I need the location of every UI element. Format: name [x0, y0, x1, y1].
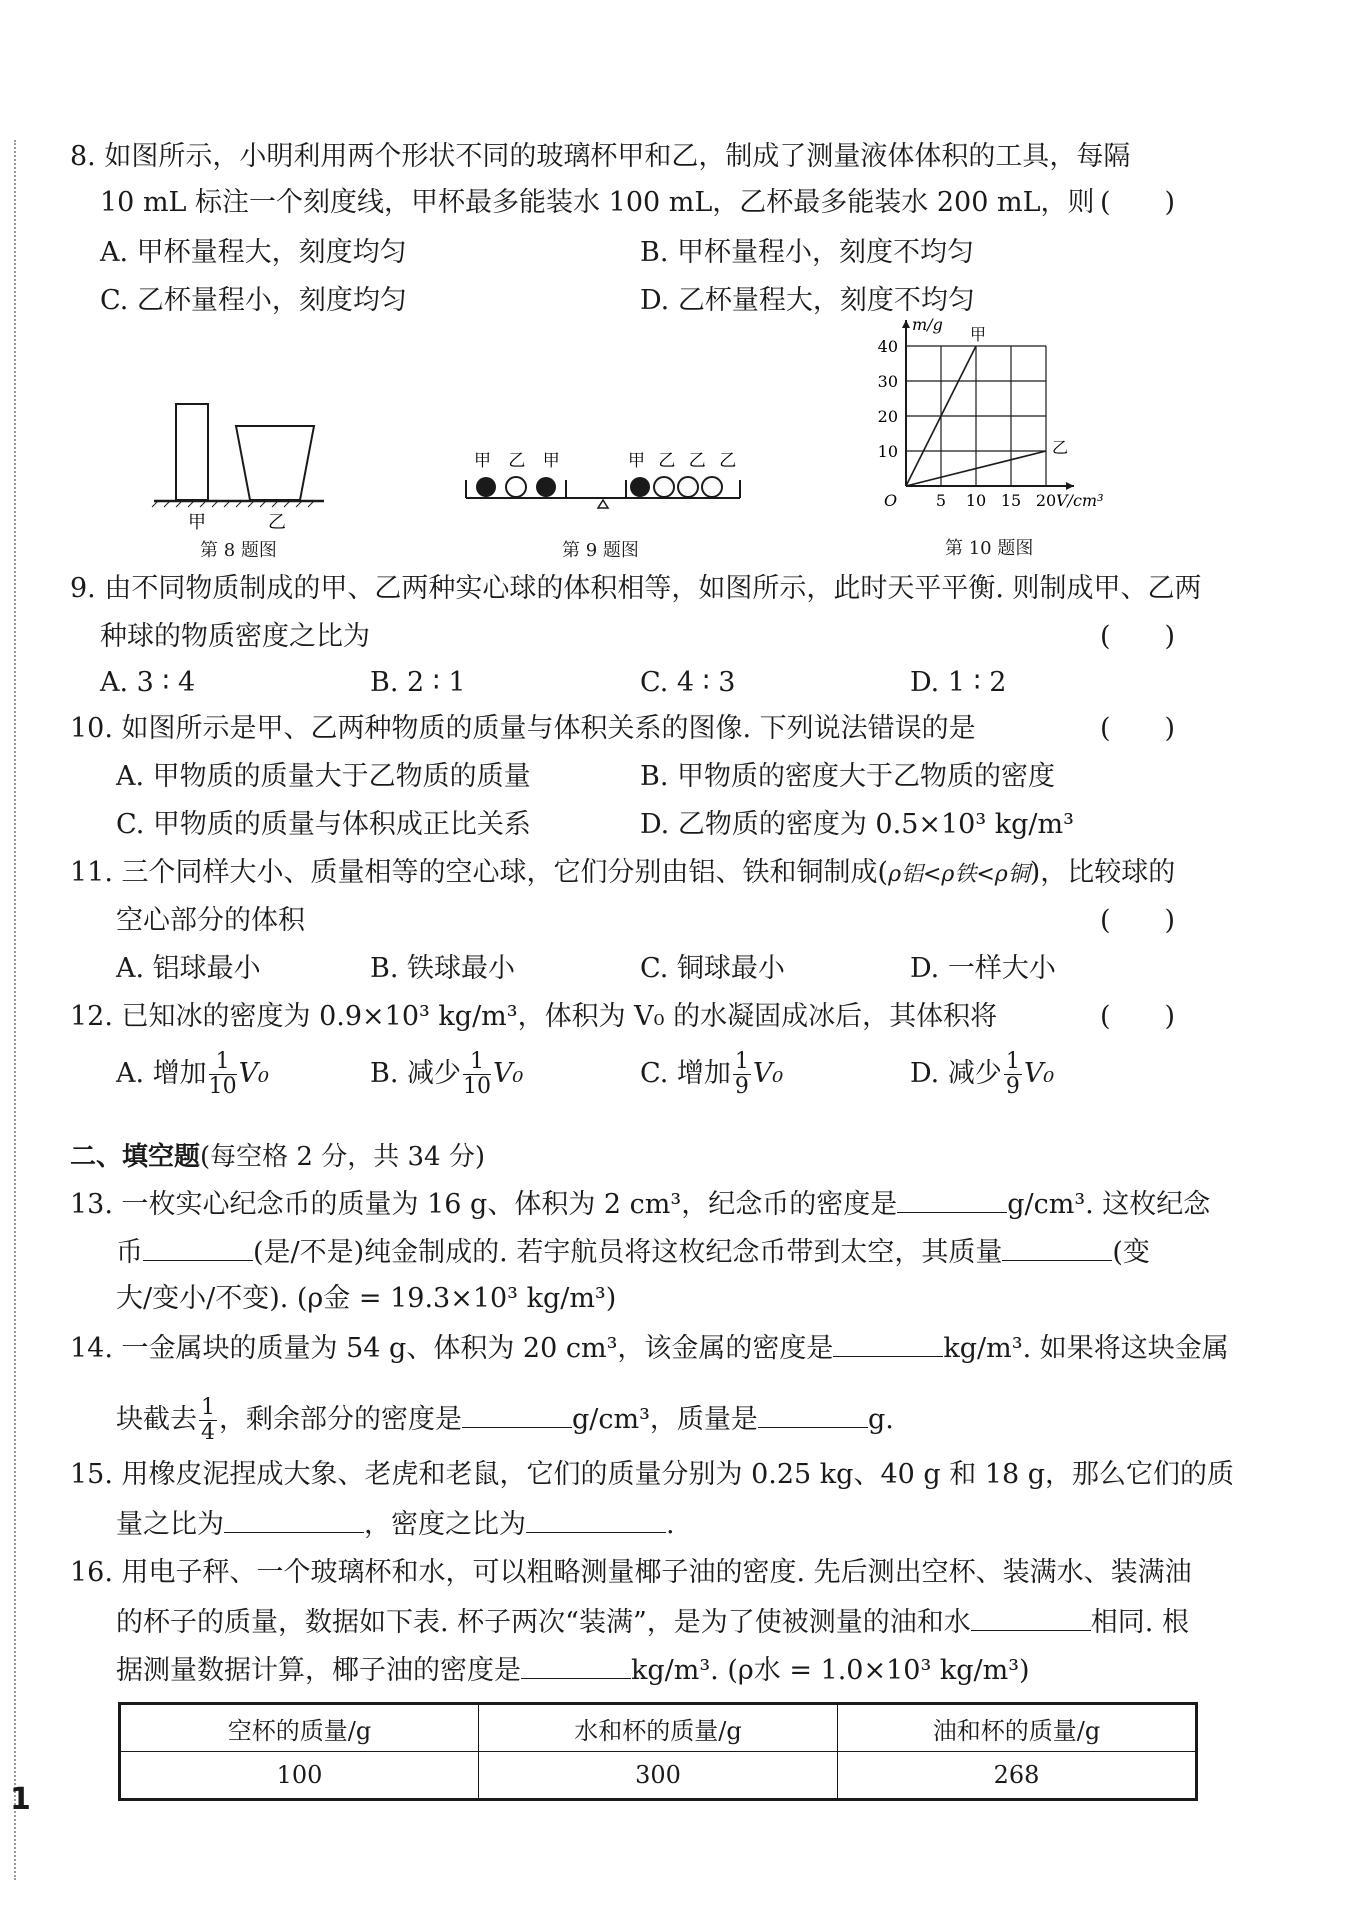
ball-yi-icon: [506, 477, 526, 497]
q9-line2: 种球的物质密度之比为: [100, 621, 370, 652]
fig8-label-yi: 乙: [268, 512, 286, 533]
fig9-caption: 第 9 题图: [562, 540, 639, 561]
q12-answer-paren: ( ): [1100, 1001, 1176, 1032]
cup-jia-icon: [176, 404, 208, 500]
cup-yi-icon: [236, 426, 314, 500]
q14-blank-1: [833, 1330, 943, 1357]
table-header-row: [120, 1704, 1197, 1752]
q9-answer-paren: ( ): [1100, 621, 1176, 652]
fig8-label-jia: 甲: [188, 512, 206, 533]
q12-option-a: A. 增加 $\frac{1}{10}$ V₀: [116, 1049, 269, 1099]
y-tick-label: 10: [877, 442, 898, 461]
series-label-yi: 乙: [1052, 438, 1069, 457]
q11-option-c: C. 铜球最小: [640, 953, 785, 984]
q16-line3: 据测量数据计算，椰子油的密度是 kg/m³. (ρ水 = 1.0×10³ kg/m³): [116, 1652, 1030, 1688]
q12-option-c: C. 增加 $\frac{1}{9}$ V₀: [640, 1049, 784, 1099]
q9-line1: 9. 由不同物质制成的甲、乙两种实心球的体积相等，如图所示，此时天平平衡. 则制成甲、乙两: [70, 573, 1202, 604]
q8-answer-paren: ( ): [1100, 187, 1176, 218]
q15-line1: 15. 用橡皮泥捏成大象、老虎和老鼠，它们的质量分别为 0.25 kg、40 g 和 18 g，那么它们的质: [70, 1459, 1235, 1490]
q11-option-d: D. 一样大小: [910, 953, 1056, 984]
origin-label: O: [884, 491, 898, 510]
q12-option-b: B. 减少 $\frac{1}{10}$ V₀: [370, 1049, 524, 1099]
binding-margin-line: [14, 140, 16, 1880]
q10-line1: 10. 如图所示是甲、乙两种物质的质量与体积关系的图像. 下列说法错误的是: [70, 713, 976, 744]
q10-option-d: D. 乙物质的密度为 0.5×10³ kg/m³: [640, 809, 1074, 840]
q13-line2: 币 (是/不是)纯金制成的. 若宇航员将这枚纪念币带到太空，其质量 (变: [116, 1234, 1150, 1270]
x-tick-label: 15: [1000, 491, 1022, 510]
q13-blank-2: [143, 1234, 253, 1261]
ball-jia-icon: [476, 477, 496, 497]
q14-line1: 14. 一金属块的质量为 54 g、体积为 20 cm³，该金属的密度是 kg/m³. 如果将这块金属: [70, 1330, 1229, 1366]
ball-jia-icon: [630, 477, 650, 497]
q14-blank-2: [462, 1401, 572, 1428]
table-header-cell: 水和杯的质量/g: [479, 1704, 838, 1752]
q8-option-a: A. 甲杯量程大，刻度均匀: [100, 237, 407, 268]
q13-blank-1: [897, 1186, 1007, 1213]
x-axis-arrow-icon: [1066, 482, 1074, 490]
q11-option-a: A. 铝球最小: [116, 953, 261, 984]
table-cell: 100: [120, 1752, 479, 1800]
q10-answer-paren: ( ): [1100, 713, 1176, 744]
q16-data-table: [118, 1702, 1198, 1801]
fig10-caption: 第 10 题图: [945, 538, 1034, 559]
q9-option-c: C. 4 ∶ 3: [640, 667, 736, 698]
table-header-cell: 油和杯的质量/g: [838, 1704, 1197, 1752]
chart-grid: [906, 346, 1046, 486]
q13-blank-3: [1002, 1234, 1112, 1261]
y-tick-label: 40: [877, 337, 898, 356]
q8-option-d: D. 乙杯量程大，刻度不均匀: [640, 285, 975, 316]
x-tick-label: 5: [935, 491, 947, 510]
q16-blank-2: [521, 1652, 631, 1679]
y-axis-arrow-icon: [902, 320, 910, 328]
y-tick-label: 20: [877, 407, 898, 426]
q15-blank-2: [526, 1506, 666, 1533]
x-tick-label: 10: [965, 491, 987, 510]
ball-yi-icon: [678, 477, 698, 497]
q15-line2: 量之比为 ，密度之比为 .: [116, 1506, 675, 1542]
q12-option-d: D. 减少 $\frac{1}{9}$ V₀: [910, 1049, 1055, 1099]
figure-8-cups: [150, 396, 330, 536]
table-header-cell: 空杯的质量/g: [120, 1704, 479, 1752]
fig8-caption: 第 8 题图: [200, 540, 277, 561]
q11-line2: 空心部分的体积: [116, 905, 305, 936]
q10-option-b: B. 甲物质的密度大于乙物质的密度: [640, 761, 1056, 792]
x-tick-label: 20: [1035, 491, 1057, 510]
fig9-left-labels: 甲 乙 甲: [474, 451, 566, 471]
y-tick-label: 30: [877, 372, 898, 391]
q8-line2: 10 mL 标注一个刻度线，甲杯最多能装水 100 mL，乙杯最多能装水 200 mL，则: [100, 187, 1095, 218]
table-row: [120, 1752, 1197, 1800]
q14-blank-3: [758, 1401, 868, 1428]
page-number: 1: [10, 1782, 31, 1817]
figure-9-balance: [460, 444, 750, 524]
q11-line1: 11. 三个同样大小、质量相等的空心球，它们分别由铝、铁和铜制成(ρ铝<ρ铁<ρ铜)，比较球的: [70, 857, 1176, 888]
q16-blank-1: [971, 1604, 1091, 1631]
q15-blank-1: [224, 1506, 364, 1533]
y-axis-label: m/g: [912, 315, 943, 334]
q11-option-b: B. 铁球最小: [370, 953, 516, 984]
table-cell: 268: [838, 1752, 1197, 1800]
q9-option-b: B. 2 ∶ 1: [370, 667, 466, 698]
ball-jia-icon: [536, 477, 556, 497]
ball-yi-icon: [702, 477, 722, 497]
q8-option-b: B. 甲杯量程小，刻度不均匀: [640, 237, 975, 268]
ball-yi-icon: [654, 477, 674, 497]
x-axis-label: V/cm³: [1056, 491, 1104, 510]
table-cell: 300: [479, 1752, 838, 1800]
q12-line1: 12. 已知冰的密度为 0.9×10³ kg/m³，体积为 V₀ 的水凝固成冰后，其体积将: [70, 1001, 998, 1032]
q8-line1: 8. 如图所示，小明利用两个形状不同的玻璃杯甲和乙，制成了测量液体体积的工具，每隔: [70, 141, 1131, 172]
fulcrum-icon: [598, 500, 608, 508]
q10-option-a: A. 甲物质的质量大于乙物质的质量: [116, 761, 531, 792]
q11-answer-paren: ( ): [1100, 905, 1176, 936]
fig9-right-labels: 甲 乙 乙 乙: [628, 451, 741, 471]
q16-line2: 的杯子的质量，数据如下表. 杯子两次“装满”，是为了使被测量的油和水 相同. 根: [116, 1604, 1189, 1640]
figure-10-chart: [870, 315, 1110, 526]
q16-line1: 16. 用电子秤、一个玻璃杯和水，可以粗略测量椰子油的密度. 先后测出空杯、装满水、装满油: [70, 1557, 1192, 1588]
q13-line1: 13. 一枚实心纪念币的质量为 16 g、体积为 2 cm³，纪念币的密度是 g/cm³. 这枚纪念: [70, 1186, 1210, 1222]
q10-option-c: C. 甲物质的质量与体积成正比关系: [116, 809, 531, 840]
density-comparison: ρ铝<ρ铁<ρ铜: [888, 862, 1030, 887]
q14-line2: 块截去 $\frac{1}{4}$ ，剩余部分的密度是 g/cm³，质量是 g.: [116, 1395, 894, 1445]
q9-option-a: A. 3 ∶ 4: [100, 667, 196, 698]
q9-option-d: D. 1 ∶ 2: [910, 667, 1007, 698]
q8-option-c: C. 乙杯量程小，刻度均匀: [100, 285, 407, 316]
section-2-title: 二、填空题(每空格 2 分，共 34 分): [70, 1142, 485, 1172]
q13-line3: 大/变小/不变). (ρ金 = 19.3×10³ kg/m³): [116, 1283, 617, 1314]
series-label-jia: 甲: [970, 325, 987, 344]
